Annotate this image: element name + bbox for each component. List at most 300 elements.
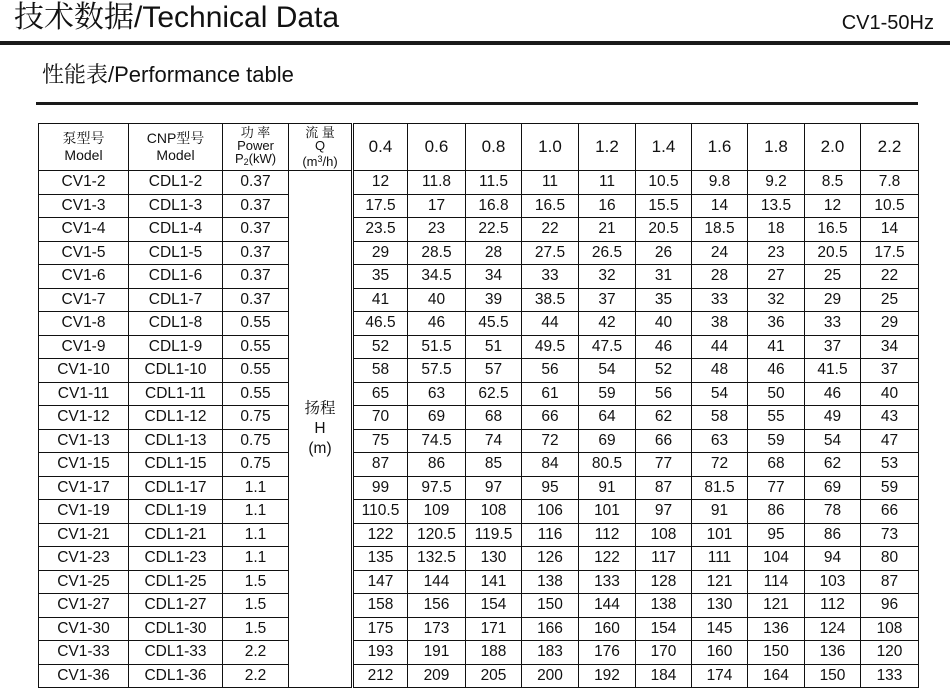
cell-head-value: 40	[408, 288, 466, 312]
cell-head-value: 191	[408, 641, 466, 665]
cell-head-value: 59	[748, 429, 805, 453]
cell-head-value: 25	[861, 288, 919, 312]
cell-head-value: 112	[805, 594, 861, 618]
cell-head-value: 136	[805, 641, 861, 665]
cell-head-value: 18.5	[692, 218, 748, 242]
cell-head-value: 72	[692, 453, 748, 477]
cell-head-value: 34.5	[408, 265, 466, 289]
cell-head-value: 29	[861, 312, 919, 336]
cell-head-value: 103	[805, 570, 861, 594]
cell-head-value: 62	[636, 406, 692, 430]
cell-cnp-model: CDL1-6	[129, 265, 223, 289]
cell-model: CV1-6	[39, 265, 129, 289]
table-row	[39, 617, 919, 641]
cell-head-value: 119.5	[466, 523, 522, 547]
cell-head-value: 41	[353, 288, 408, 312]
cell-cnp-model: CDL1-3	[129, 194, 223, 218]
table-row	[39, 359, 919, 383]
cell-head-value: 87	[861, 570, 919, 594]
table-row	[39, 288, 919, 312]
cell-head-value: 11.5	[466, 171, 522, 195]
cell-head-value: 23	[748, 241, 805, 265]
cell-head-value: 200	[522, 664, 579, 688]
header-pump-model	[39, 124, 129, 171]
cell-cnp-model: CDL1-8	[129, 312, 223, 336]
section-title: 性能表/Performance table	[42, 62, 294, 87]
cell-head-value: 164	[748, 664, 805, 688]
cell-head-value: 65	[353, 382, 408, 406]
header-cnp-model-cn: CNP型号	[146, 130, 205, 146]
cell-head-value: 49.5	[522, 335, 579, 359]
cell-head-value: 147	[353, 570, 408, 594]
table-row	[39, 476, 919, 500]
cell-head-value: 133	[579, 570, 636, 594]
cell-power: 0.37	[223, 218, 289, 242]
cell-cnp-model: CDL1-10	[129, 359, 223, 383]
cell-head-value: 126	[522, 547, 579, 571]
cell-head-value: 94	[805, 547, 861, 571]
cell-head-value: 173	[408, 617, 466, 641]
table-row	[39, 241, 919, 265]
cell-cnp-model: CDL1-4	[129, 218, 223, 242]
cell-head-value: 40	[636, 312, 692, 336]
cell-power: 0.55	[223, 335, 289, 359]
cell-head-value: 14	[692, 194, 748, 218]
table-row	[39, 547, 919, 571]
cell-head-value: 39	[466, 288, 522, 312]
cell-head-value: 95	[748, 523, 805, 547]
cell-head-value: 17	[408, 194, 466, 218]
flow-value-header: 0.6	[408, 124, 466, 171]
cell-head-value: 33	[692, 288, 748, 312]
cell-head-value: 184	[636, 664, 692, 688]
flow-value-header: 0.4	[353, 124, 408, 171]
table-row	[39, 335, 919, 359]
cell-model: CV1-9	[39, 335, 129, 359]
header-flow-unit-open: (m	[302, 153, 318, 169]
cell-head-value: 63	[408, 382, 466, 406]
cell-cnp-model: CDL1-21	[129, 523, 223, 547]
header-flow-unit-line	[289, 152, 351, 169]
cell-model: CV1-4	[39, 218, 129, 242]
cell-head-value: 121	[748, 594, 805, 618]
cell-head-value: 42	[579, 312, 636, 336]
cell-model: CV1-25	[39, 570, 129, 594]
cell-head-value: 38	[692, 312, 748, 336]
cell-head-value: 34	[861, 335, 919, 359]
cell-power: 1.5	[223, 617, 289, 641]
cell-head-value: 150	[748, 641, 805, 665]
table-header-row	[39, 124, 919, 171]
cell-model: CV1-3	[39, 194, 129, 218]
cell-head-value: 28	[466, 241, 522, 265]
cell-head-value: 66	[636, 429, 692, 453]
cell-head-value: 136	[748, 617, 805, 641]
header-power	[223, 124, 289, 171]
cell-head-value: 25	[805, 265, 861, 289]
cell-head-value: 11	[579, 171, 636, 195]
cell-head-value: 84	[522, 453, 579, 477]
cell-power: 0.75	[223, 429, 289, 453]
cell-head-value: 29	[353, 241, 408, 265]
cell-head-value: 154	[466, 594, 522, 618]
cell-head-value: 87	[636, 476, 692, 500]
head-label-cn: 扬程	[304, 400, 336, 417]
cell-model: CV1-2	[39, 171, 129, 195]
cell-power: 0.37	[223, 171, 289, 195]
cell-head-value: 59	[579, 382, 636, 406]
cell-head-value: 27	[748, 265, 805, 289]
flow-value-header: 1.0	[522, 124, 579, 171]
cell-cnp-model: CDL1-33	[129, 641, 223, 665]
cell-head-value: 11	[522, 171, 579, 195]
cell-head-value: 141	[466, 570, 522, 594]
cell-head-value: 22	[861, 265, 919, 289]
cell-power: 0.37	[223, 265, 289, 289]
cell-head-value: 77	[748, 476, 805, 500]
header-power-unit-line	[223, 152, 288, 169]
header-pump-model-en: Model	[64, 147, 103, 163]
cell-head-value: 69	[408, 406, 466, 430]
table-row	[39, 641, 919, 665]
cell-head-value: 160	[692, 641, 748, 665]
cell-power: 0.55	[223, 312, 289, 336]
cell-model: CV1-21	[39, 523, 129, 547]
cell-head-value: 62	[805, 453, 861, 477]
cell-head-value: 75	[353, 429, 408, 453]
cell-head-value: 96	[861, 594, 919, 618]
cell-power: 0.37	[223, 194, 289, 218]
cell-head-value: 35	[636, 288, 692, 312]
cell-head-value: 87	[353, 453, 408, 477]
cell-power: 0.75	[223, 453, 289, 477]
cell-cnp-model: CDL1-13	[129, 429, 223, 453]
cell-head-value: 130	[466, 547, 522, 571]
table-row	[39, 594, 919, 618]
cell-head-value: 97.5	[408, 476, 466, 500]
cell-head-value: 55	[748, 406, 805, 430]
cell-head-value: 59	[861, 476, 919, 500]
cell-head-value: 158	[353, 594, 408, 618]
cell-power: 0.55	[223, 359, 289, 383]
cell-head-value: 114	[748, 570, 805, 594]
cell-cnp-model: CDL1-27	[129, 594, 223, 618]
cell-head-value: 53	[861, 453, 919, 477]
cell-head-value: 14	[861, 218, 919, 242]
cell-head-value: 27.5	[522, 241, 579, 265]
cell-head-value: 12	[353, 171, 408, 195]
cell-model: CV1-30	[39, 617, 129, 641]
cell-head-value: 81.5	[692, 476, 748, 500]
cell-power: 0.75	[223, 406, 289, 430]
table-row	[39, 382, 919, 406]
cell-head-value: 97	[466, 476, 522, 500]
cell-head-value: 54	[805, 429, 861, 453]
cell-head-value: 9.8	[692, 171, 748, 195]
header-power-symbol: P	[234, 150, 244, 166]
cell-head-value: 95	[522, 476, 579, 500]
cell-head-value: 138	[522, 570, 579, 594]
cell-head-value: 56	[522, 359, 579, 383]
head-label-cell	[289, 171, 353, 688]
cell-head-value: 40	[861, 382, 919, 406]
cell-head-value: 97	[636, 500, 692, 524]
cell-power: 1.1	[223, 547, 289, 571]
cell-head-value: 70	[353, 406, 408, 430]
cell-head-value: 205	[466, 664, 522, 688]
cell-head-value: 108	[636, 523, 692, 547]
table-row	[39, 171, 919, 195]
cell-model: CV1-7	[39, 288, 129, 312]
table-row	[39, 218, 919, 242]
header-power-en: Power	[237, 137, 274, 153]
cell-head-value: 18	[748, 218, 805, 242]
cell-head-value: 51	[466, 335, 522, 359]
cell-head-value: 86	[748, 500, 805, 524]
cell-head-value: 112	[579, 523, 636, 547]
cell-head-value: 32	[579, 265, 636, 289]
cell-head-value: 99	[353, 476, 408, 500]
cell-head-value: 91	[579, 476, 636, 500]
cell-cnp-model: CDL1-23	[129, 547, 223, 571]
cell-head-value: 47	[861, 429, 919, 453]
cell-head-value: 11.8	[408, 171, 466, 195]
cell-head-value: 63	[692, 429, 748, 453]
cell-head-value: 66	[522, 406, 579, 430]
cell-power: 0.37	[223, 288, 289, 312]
cell-model: CV1-15	[39, 453, 129, 477]
cell-head-value: 57	[466, 359, 522, 383]
cell-head-value: 26	[636, 241, 692, 265]
cell-model: CV1-36	[39, 664, 129, 688]
header-power-sub: 2	[243, 156, 249, 167]
cell-head-value: 117	[636, 547, 692, 571]
cell-head-value: 13.5	[748, 194, 805, 218]
cell-head-value: 77	[636, 453, 692, 477]
flow-value-header: 1.8	[748, 124, 805, 171]
flow-value-header: 1.6	[692, 124, 748, 171]
cell-head-value: 61	[522, 382, 579, 406]
section-divider	[36, 102, 918, 105]
cell-head-value: 212	[353, 664, 408, 688]
cell-model: CV1-10	[39, 359, 129, 383]
cell-head-value: 10.5	[636, 171, 692, 195]
cell-head-value: 150	[805, 664, 861, 688]
cell-head-value: 57.5	[408, 359, 466, 383]
cell-head-value: 68	[748, 453, 805, 477]
cell-head-value: 45.5	[466, 312, 522, 336]
cell-head-value: 120	[861, 641, 919, 665]
cell-head-value: 20.5	[805, 241, 861, 265]
cell-head-value: 101	[692, 523, 748, 547]
cell-head-value: 132.5	[408, 547, 466, 571]
cell-head-value: 86	[408, 453, 466, 477]
header-power-cn: 功 率	[240, 124, 271, 140]
cell-head-value: 38.5	[522, 288, 579, 312]
cell-model: CV1-19	[39, 500, 129, 524]
cell-head-value: 28	[692, 265, 748, 289]
cell-head-value: 109	[408, 500, 466, 524]
cell-head-value: 80	[861, 547, 919, 571]
header-cnp-model-en: Model	[156, 147, 195, 163]
table-row	[39, 500, 919, 524]
cell-head-value: 106	[522, 500, 579, 524]
cell-head-value: 24	[692, 241, 748, 265]
cell-head-value: 46	[805, 382, 861, 406]
cell-head-value: 110.5	[353, 500, 408, 524]
table-row	[39, 453, 919, 477]
cell-model: CV1-13	[39, 429, 129, 453]
cell-head-value: 188	[466, 641, 522, 665]
cell-head-value: 34	[466, 265, 522, 289]
header-flow-cn: 流 量	[305, 124, 335, 140]
cell-head-value: 35	[353, 265, 408, 289]
header-flow-unit-close: /h)	[322, 153, 338, 169]
table-row	[39, 523, 919, 547]
cell-head-value: 44	[692, 335, 748, 359]
cell-cnp-model: CDL1-11	[129, 382, 223, 406]
cell-head-value: 8.5	[805, 171, 861, 195]
cell-head-value: 176	[579, 641, 636, 665]
cell-power: 2.2	[223, 641, 289, 665]
cell-model: CV1-5	[39, 241, 129, 265]
cell-power: 1.1	[223, 523, 289, 547]
cell-head-value: 58	[353, 359, 408, 383]
cell-head-value: 192	[579, 664, 636, 688]
cell-cnp-model: CDL1-12	[129, 406, 223, 430]
cell-head-value: 80.5	[579, 453, 636, 477]
cell-model: CV1-12	[39, 406, 129, 430]
head-label-symbol: H	[314, 420, 326, 437]
cell-head-value: 33	[805, 312, 861, 336]
cell-model: CV1-27	[39, 594, 129, 618]
header-cnp-model	[129, 124, 223, 171]
cell-head-value: 52	[353, 335, 408, 359]
cell-head-value: 22	[522, 218, 579, 242]
cell-head-value: 85	[466, 453, 522, 477]
cell-head-value: 49	[805, 406, 861, 430]
cell-head-value: 174	[692, 664, 748, 688]
cell-head-value: 36	[748, 312, 805, 336]
cell-head-value: 12	[805, 194, 861, 218]
cell-head-value: 21	[579, 218, 636, 242]
cell-cnp-model: CDL1-17	[129, 476, 223, 500]
cell-head-value: 33	[522, 265, 579, 289]
cell-head-value: 41	[748, 335, 805, 359]
performance-table	[38, 123, 919, 688]
cell-power: 1.5	[223, 594, 289, 618]
cell-head-value: 41.5	[805, 359, 861, 383]
cell-head-value: 43	[861, 406, 919, 430]
flow-value-header: 2.0	[805, 124, 861, 171]
cell-head-value: 37	[579, 288, 636, 312]
cell-head-value: 16.5	[522, 194, 579, 218]
cell-head-value: 15.5	[636, 194, 692, 218]
cell-cnp-model: CDL1-25	[129, 570, 223, 594]
cell-head-value: 91	[692, 500, 748, 524]
cell-head-value: 144	[579, 594, 636, 618]
cell-power: 0.37	[223, 241, 289, 265]
cell-head-value: 209	[408, 664, 466, 688]
cell-head-value: 138	[636, 594, 692, 618]
cell-head-value: 9.2	[748, 171, 805, 195]
cell-cnp-model: CDL1-9	[129, 335, 223, 359]
cell-power: 0.55	[223, 382, 289, 406]
table-row	[39, 664, 919, 688]
cell-head-value: 156	[408, 594, 466, 618]
cell-head-value: 31	[636, 265, 692, 289]
cell-head-value: 32	[748, 288, 805, 312]
cell-head-value: 193	[353, 641, 408, 665]
cell-head-value: 101	[579, 500, 636, 524]
cell-cnp-model: CDL1-5	[129, 241, 223, 265]
table-row	[39, 429, 919, 453]
header-flow-symbol: Q	[314, 137, 326, 153]
flow-value-header: 2.2	[861, 124, 919, 171]
cell-head-value: 111	[692, 547, 748, 571]
head-label-unit: (m)	[308, 440, 332, 457]
table-row	[39, 406, 919, 430]
cell-head-value: 116	[522, 523, 579, 547]
cell-head-value: 46.5	[353, 312, 408, 336]
header-divider	[0, 41, 950, 45]
cell-head-value: 64	[579, 406, 636, 430]
cell-head-value: 50	[748, 382, 805, 406]
cell-head-value: 128	[636, 570, 692, 594]
cell-head-value: 183	[522, 641, 579, 665]
cell-head-value: 46	[748, 359, 805, 383]
cell-cnp-model: CDL1-19	[129, 500, 223, 524]
table-row	[39, 265, 919, 289]
model-code: CV1-50Hz	[841, 12, 934, 34]
cell-head-value: 135	[353, 547, 408, 571]
cell-head-value: 154	[636, 617, 692, 641]
cell-power: 1.5	[223, 570, 289, 594]
cell-head-value: 17.5	[861, 241, 919, 265]
cell-head-value: 171	[466, 617, 522, 641]
cell-head-value: 20.5	[636, 218, 692, 242]
cell-head-value: 16	[579, 194, 636, 218]
flow-value-header: 1.4	[636, 124, 692, 171]
cell-head-value: 23.5	[353, 218, 408, 242]
cell-head-value: 56	[636, 382, 692, 406]
cell-head-value: 150	[522, 594, 579, 618]
cell-model: CV1-33	[39, 641, 129, 665]
cell-head-value: 47.5	[579, 335, 636, 359]
cell-head-value: 46	[408, 312, 466, 336]
cell-head-value: 78	[805, 500, 861, 524]
cell-cnp-model: CDL1-36	[129, 664, 223, 688]
cell-power: 1.1	[223, 500, 289, 524]
cell-cnp-model: CDL1-30	[129, 617, 223, 641]
cell-head-value: 144	[408, 570, 466, 594]
cell-head-value: 16.8	[466, 194, 522, 218]
cell-model: CV1-8	[39, 312, 129, 336]
cell-head-value: 46	[636, 335, 692, 359]
cell-cnp-model: CDL1-15	[129, 453, 223, 477]
cell-head-value: 133	[861, 664, 919, 688]
table-row	[39, 194, 919, 218]
header-flow	[289, 124, 353, 171]
cell-head-value: 52	[636, 359, 692, 383]
cell-head-value: 120.5	[408, 523, 466, 547]
cell-head-value: 51.5	[408, 335, 466, 359]
cell-head-value: 122	[353, 523, 408, 547]
cell-head-value: 160	[579, 617, 636, 641]
cell-model: CV1-11	[39, 382, 129, 406]
cell-head-value: 72	[522, 429, 579, 453]
cell-head-value: 73	[861, 523, 919, 547]
